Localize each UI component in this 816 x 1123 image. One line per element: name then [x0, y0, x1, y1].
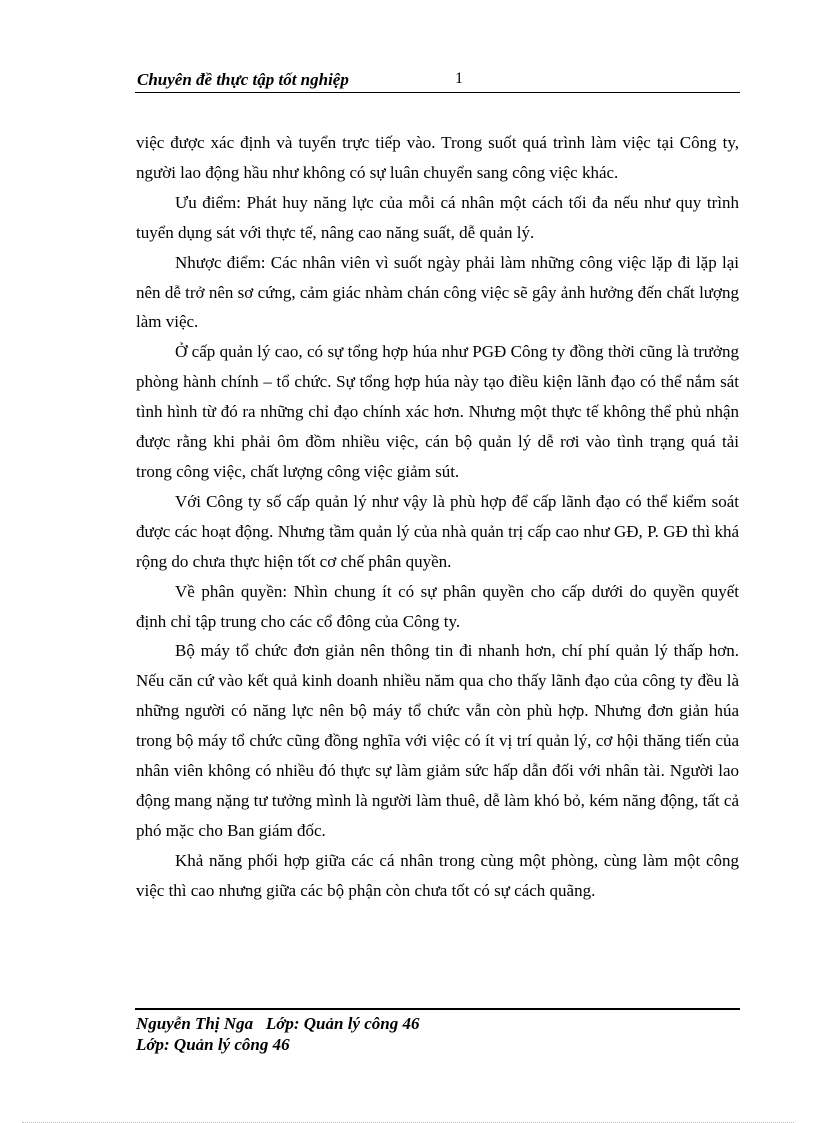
- paragraph: Với Công ty số cấp quản lý như vậy là phù hợp để cấp lãnh đạo có thể kiểm soát được các hoạt động. Nhưng tầm quản lý của nhà quản trị cấp cao như GĐ, P. GĐ thì khá rộng do chưa thực hiện tốt cơ chế phân quyền.: [136, 491, 739, 571]
- paragraph: việc được xác định và tuyển trực tiếp vào. Trong suốt quá trình làm việc tại Công ty, người lao động hầu như không có sự luân chuyển sang công việc khác.: [136, 133, 739, 182]
- footer-class-line: Lớp: Quản lý công 46: [136, 1035, 290, 1054]
- paragraph: Bộ máy tổ chức đơn giản nên thông tin đi nhanh hơn, chí phí quản lý thấp hơn. Nếu căn cứ vào kết quả kinh doanh nhiều năm qua cho thấy lãnh đạo của công ty đều là những người có năng lực nên bộ máy tổ chức vẫn còn phù hợp. Nhưng đơn giản húa trong bộ máy tổ chức cũng đồng nghĩa với việc có ít vị trí quản lý, cơ hội thăng tiến của nhân viên không có nhiều đó thực sự làm giảm sức hấp dẫn đối với nhân tài. Người lao động mang nặng tư tưởng mình là người làm thuê, dễ làm khó bỏ, kém năng động, tất cả phó mặc cho Ban giám đốc.: [136, 641, 739, 840]
- page-header: [135, 68, 740, 93]
- paragraph: Ưu điểm: Phát huy năng lực của mỗi cá nhân một cách tối đa nếu như quy trình tuyển dụng sát với thực tế, nâng cao năng suất, dễ quản lý.: [136, 192, 739, 242]
- footer-divider: [135, 1008, 740, 1010]
- page-number: 1: [455, 70, 463, 87]
- page-footer: [136, 1013, 420, 1055]
- body-text: [136, 128, 739, 906]
- paragraph: Khả năng phối hợp giữa các cá nhân trong cùng một phòng, cùng làm một công việc thì cao nhưng giữa các bộ phận còn chưa tốt có sự cách quãng.: [136, 850, 739, 900]
- paragraph: Về phân quyền: Nhìn chung ít có sự phân quyền cho cấp dưới do quyền quyết định chỉ tập trung cho các cổ đông của Công ty.: [136, 581, 739, 631]
- paragraph: Nhược điểm: Các nhân viên vì suốt ngày phải làm những công việc lặp đi lặp lại nên dễ trở nên sơ cứng, cảm giác nhàm chán công việc sẽ gây ảnh hưởng đến chất lượng làm việc.: [136, 252, 739, 332]
- footer-author-line: Nguyễn Thị Nga Lớp: Quản lý công 46: [136, 1014, 420, 1033]
- document-title: Chuyên đề thực tập tốt nghiệp: [137, 70, 349, 89]
- paragraph: Ở cấp quản lý cao, có sự tổng hợp húa như PGĐ Công ty đồng thời cũng là trưởng phòng hành chính – tổ chức. Sự tổng hợp húa này tạo điều kiện lãnh đạo có thể nắm sát tình hình từ đó ra những chỉ đạo chính xác hơn. Nhưng một thực tế không thể phủ nhận được rằng khi phải ôm đồm nhiều việc, cán bộ quản lý dễ rơi vào tình trạng quá tải trong công việc, chất lượng công việc giảm sút.: [136, 342, 739, 481]
